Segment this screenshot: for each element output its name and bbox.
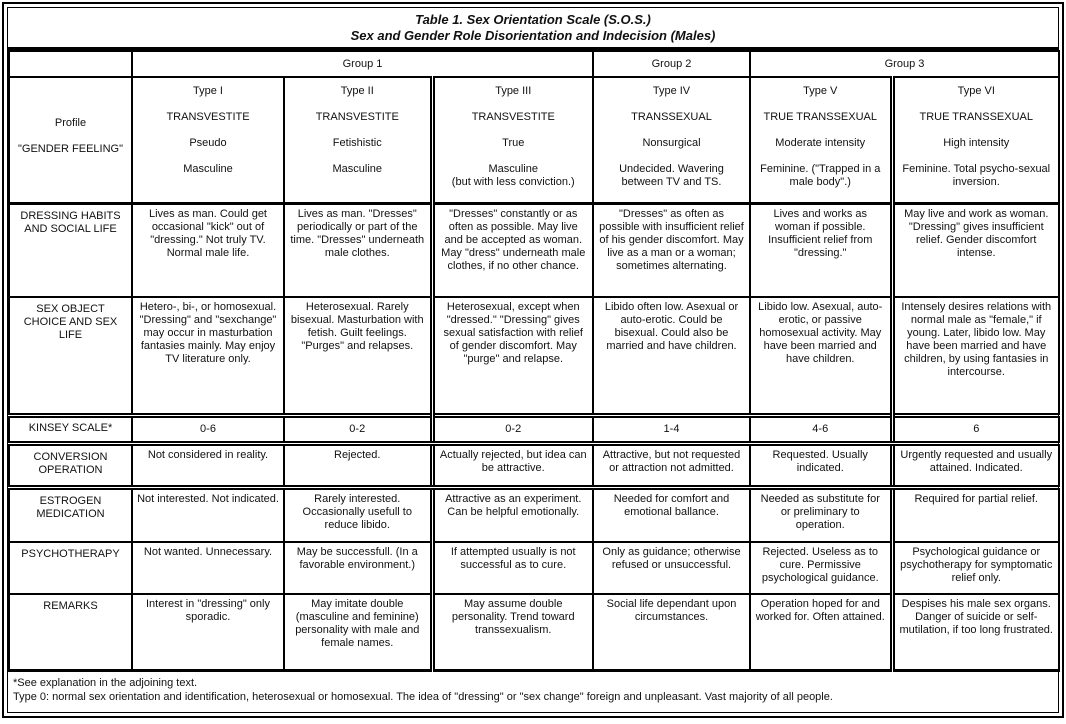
table-cell: Interest in "dressing" only sporadic. xyxy=(132,594,284,670)
table-cell: 0-6 xyxy=(132,415,284,443)
table-cell: Not wanted. Unnecessary. xyxy=(132,542,284,594)
type-classification: TRANSVESTITE xyxy=(166,111,250,123)
type-subtype: Fetishistic xyxy=(332,137,382,149)
table-cell: Needed as substitute for or preliminary to operation. xyxy=(750,487,892,542)
table-cell: Attractive, but not requested or attraction not admitted. xyxy=(593,443,750,487)
table-cell: Social life dependant upon circumstances. xyxy=(593,594,750,670)
type-subtype: Pseudo xyxy=(189,137,227,149)
type-feeling: Masculine xyxy=(183,163,233,175)
group-2-header: Group 2 xyxy=(593,51,750,77)
table-row-dressing xyxy=(9,203,1059,297)
type-label: Type VI xyxy=(957,85,995,97)
type-feeling: Feminine. Total psycho-sexual inversion. xyxy=(902,163,1051,188)
row-label-psychotherapy: PSYCHOTHERAPY xyxy=(9,542,132,594)
table-cell: Libido often low. Asexual or auto-erotic. Could be bisexual. Could also be married and have children. xyxy=(593,297,750,415)
type-label: Type III xyxy=(495,85,532,97)
profile-row-label-cell xyxy=(9,77,132,203)
profile-label: Profile xyxy=(54,117,87,129)
row-label-sex-object: SEX OBJECT CHOICE AND SEX LIFE xyxy=(9,297,132,415)
row-label-dressing: DRESSING HABITS AND SOCIAL LIFE xyxy=(9,203,132,297)
table-cell: Intensely desires relations with normal male as "female," if young. Later, libido low. May have been married and have children, by using fantasies in intercourse. xyxy=(892,297,1059,415)
table-cell: Lives as man. Could get occasional "kick" out of "dressing." Not truly TV. Normal male life. xyxy=(132,203,284,297)
table-cell: "Dresses" as often as possible with insufficient relief of his gender discomfort. May live as a man or a woman; sometimes alternating. xyxy=(593,203,750,297)
table-cell: 4-6 xyxy=(750,415,892,443)
table-cell: Needed for comfort and emotional ballance. xyxy=(593,487,750,542)
table-row-remarks xyxy=(9,594,1059,670)
type-label: Type II xyxy=(340,85,374,97)
profile-header-row xyxy=(9,77,1059,203)
table-cell: Operation hoped for and worked for. Often attained. xyxy=(750,594,892,670)
table-cell: Lives as man. "Dresses" periodically or part of the time. "Dresses" underneath male clothes. xyxy=(284,203,432,297)
type-feeling: Feminine. ("Trapped in a male body".) xyxy=(760,163,881,188)
table-cell: May imitate double (masculine and feminine) personality with male and female names. xyxy=(284,594,432,670)
table-cell: Attractive as an experiment. Can be helpful emotionally. xyxy=(432,487,593,542)
row-label-kinsey: KINSEY SCALE* xyxy=(9,415,132,443)
table-inner-frame xyxy=(7,7,1059,713)
type-feeling: Masculine (but with less conviction.) xyxy=(451,163,575,188)
type-feeling: Masculine xyxy=(332,163,383,175)
sos-table xyxy=(8,50,1060,672)
type-subtype: Moderate intensity xyxy=(775,137,866,149)
table-cell: Despises his male sex organs. Danger of suicide or self-mutilation, if too long frustrated. xyxy=(892,594,1059,670)
type-subtype: True xyxy=(502,137,525,149)
row-label-estrogen: ESTROGEN MEDICATION xyxy=(9,487,132,542)
type-classification: TRANSVESTITE xyxy=(315,111,399,123)
table-cell: Libido low. Asexual, auto-erotic, or passive homosexual activity. May have been married and have children. xyxy=(750,297,892,415)
table-cell: If attempted usually is not successful as to cure. xyxy=(432,542,593,594)
type-classification: TRUE TRANSSEXUAL xyxy=(919,111,1033,123)
group-3-header: Group 3 xyxy=(750,51,1059,77)
table-cell: 0-2 xyxy=(284,415,432,443)
type-subtype: Nonsurgical xyxy=(642,137,701,149)
table-cell: Rejected. xyxy=(284,443,432,487)
gender-feeling-label: "GENDER FEELING" xyxy=(18,143,123,155)
table-cell: Not considered in reality. xyxy=(132,443,284,487)
table-cell: Only as guidance; otherwise refused or unsuccessful. xyxy=(593,542,750,594)
type1-header-cell xyxy=(132,77,284,203)
type-classification: TRANSSEXUAL xyxy=(631,111,712,123)
table-cell: Rarely interested. Occasionally usefull to reduce libido. xyxy=(284,487,432,542)
table-cell: Not interested. Not indicated. xyxy=(132,487,284,542)
type6-header-cell xyxy=(892,77,1059,203)
table-row-sex-object xyxy=(9,297,1059,415)
table-cell: May be successfull. (In a favorable environment.) xyxy=(284,542,432,594)
table-cell: Hetero-, bi-, or homosexual. "Dressing" and "sexchange" may occur in masturbation fantasies mainly. May enjoy TV literature only. xyxy=(132,297,284,415)
table-row-estrogen xyxy=(9,487,1059,542)
table-row-conversion xyxy=(9,443,1059,487)
table-cell: Psychological guidance or psychotherapy for symptomatic relief only. xyxy=(892,542,1059,594)
group-row-empty-cell xyxy=(9,51,132,77)
table-cell: Rejected. Useless as to cure. Permissive psychological guidance. xyxy=(750,542,892,594)
group-header-row xyxy=(9,51,1059,77)
type-label: Type I xyxy=(193,85,223,97)
table-row-psychotherapy xyxy=(9,542,1059,594)
type-subtype: High intensity xyxy=(943,137,1010,149)
type-classification: TRUE TRANSSEXUAL xyxy=(763,111,877,123)
table-cell: Urgently requested and usually attained. Indicated. xyxy=(892,443,1059,487)
row-label-remarks: REMARKS xyxy=(9,594,132,670)
table-cell: 1-4 xyxy=(593,415,750,443)
type-label: Type IV xyxy=(652,85,691,97)
type2-header-cell xyxy=(284,77,432,203)
type5-header-cell xyxy=(750,77,892,203)
table-cell: Actually rejected, but idea can be attractive. xyxy=(432,443,593,487)
table-title-line1: Table 1. Sex Orientation Scale (S.O.S.) xyxy=(415,12,651,27)
table-title xyxy=(8,8,1058,50)
footnote-line1: *See explanation in the adjoining text. xyxy=(13,676,198,689)
table-cell: 0-2 xyxy=(432,415,593,443)
type4-header-cell xyxy=(593,77,750,203)
footnote-line2: Type 0: normal sex orientation and identification, heterosexual or homosexual. The idea of "dressing" or "sex change" foreign and unpleasant. Vast majority of all people. xyxy=(13,690,833,703)
table-row-kinsey xyxy=(9,415,1059,443)
table-cell: 6 xyxy=(892,415,1059,443)
row-label-conversion: CONVERSION OPERATION xyxy=(9,443,132,487)
type-classification: TRANSVESTITE xyxy=(471,111,555,123)
type3-header-cell xyxy=(432,77,593,203)
table-outer-frame xyxy=(2,2,1064,718)
group-1-header: Group 1 xyxy=(132,51,593,77)
table-cell: Lives and works as woman if possible. Insufficient relief from "dressing." xyxy=(750,203,892,297)
table-cell: Requested. Usually indicated. xyxy=(750,443,892,487)
table-cell: May assume double personality. Trend toward transsexualism. xyxy=(432,594,593,670)
table-cell: Heterosexual. Rarely bisexual. Masturbation with fetish. Guilt feelings. "Purges" and relapses. xyxy=(284,297,432,415)
table-cell: May live and work as woman. "Dressing" gives insufficient relief. Gender discomfort intense. xyxy=(892,203,1059,297)
type-feeling: Undecided. Wavering between TV and TS. xyxy=(619,163,724,188)
table-title-line2: Sex and Gender Role Disorientation and Indecision (Males) xyxy=(350,28,716,43)
table-cell: "Dresses" constantly or as often as possible. May live and be accepted as woman. May "dress" underneath male clothes, if no other chance. xyxy=(432,203,593,297)
table-cell: Required for partial relief. xyxy=(892,487,1059,542)
table-cell: Heterosexual, except when "dressed." "Dressing" gives sexual satisfaction with relief of gender discomfort. May "purge" and relapse. xyxy=(432,297,593,415)
footnotes xyxy=(8,672,1058,713)
type-label: Type V xyxy=(803,85,838,97)
